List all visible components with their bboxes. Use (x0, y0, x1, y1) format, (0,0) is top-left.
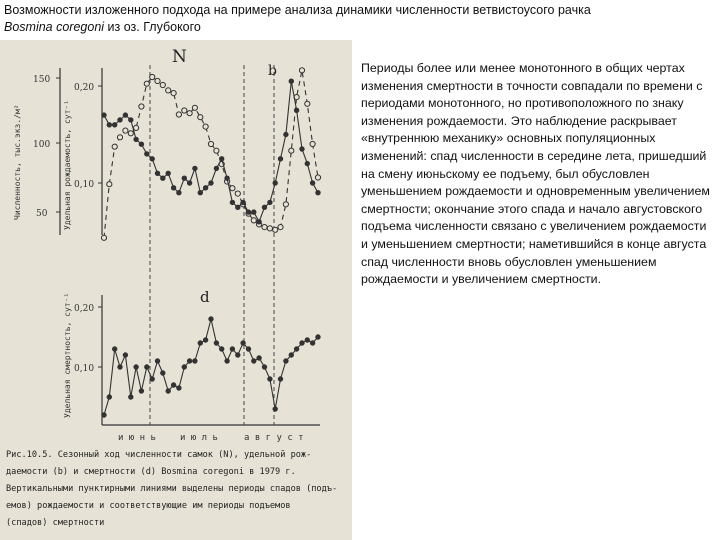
point-d-29 (252, 359, 256, 363)
point-b-27 (241, 200, 245, 204)
point-b-14 (171, 186, 175, 190)
point-N-13 (166, 88, 171, 93)
point-b-22 (214, 166, 218, 170)
point-b-16 (182, 176, 186, 180)
axis-label-b: Удельная рождаемость, сут⁻¹ (63, 99, 72, 230)
point-N-12 (160, 82, 165, 87)
point-N-35 (283, 202, 288, 207)
figure-scan (0, 40, 352, 540)
point-d-37 (294, 347, 298, 351)
point-N-38 (299, 68, 304, 73)
point-d-24 (225, 359, 229, 363)
label-b: b (268, 63, 277, 79)
tick-50: 50 (36, 209, 48, 219)
point-N-39 (305, 101, 310, 106)
point-b-32 (268, 200, 272, 204)
point-N-22 (214, 148, 219, 153)
point-N-15 (176, 112, 181, 117)
body-text: Периоды более или менее монотонного в общих чертах изменения смертности в точности совпадали по времени с периодами монотонного, но противоположного по знаку изменения рождаемости. Это наблюдение раскрывает «внутреннюю механику» основных популяционных изменений: спад численности в середине лета, пришедший на смену июньскому ее подъему, был обусловлен уменьшением рождаемости и одновременным увеличением смертности; окончание этого спада и начало августовского подъема численности связано с увеличением рождаемости и уменьшением смертности; наметившийся в конце августа спад численности вновь обусловлен уменьшением рождаемости и увеличением смертности. (361, 61, 710, 287)
point-d-11 (155, 359, 159, 363)
point-d-15 (177, 386, 181, 390)
point-d-26 (236, 353, 240, 357)
point-d-6 (129, 395, 133, 399)
point-d-39 (305, 338, 309, 342)
point-d-40 (310, 341, 314, 345)
point-d-33 (273, 407, 277, 411)
point-d-34 (278, 377, 282, 381)
point-b-9 (145, 152, 149, 156)
point-d-2 (107, 395, 111, 399)
point-b-4 (118, 118, 122, 122)
series-line-N (104, 70, 318, 238)
point-b-19 (198, 191, 202, 195)
label-d: d (200, 288, 210, 306)
point-N-5 (123, 128, 128, 133)
tick-d-020: 0,20 (74, 304, 95, 314)
point-b-2 (107, 123, 111, 127)
caption-line-5: (спадов) смертности (6, 518, 105, 528)
point-b-20 (203, 186, 207, 190)
point-b-25 (230, 200, 234, 204)
tick-150: 150 (33, 75, 51, 85)
point-N-10 (150, 74, 155, 79)
axis-label-d: Удельная смертность, сут⁻¹ (63, 292, 72, 418)
label-N: N (172, 47, 187, 67)
point-b-7 (134, 137, 138, 141)
point-b-38 (300, 147, 304, 151)
point-N-19 (198, 115, 203, 120)
point-N-8 (139, 104, 144, 109)
figure-svg (0, 40, 352, 540)
tick-d-010: 0,10 (74, 364, 95, 374)
point-N-6 (128, 131, 133, 136)
point-N-18 (192, 105, 197, 110)
point-N-20 (203, 124, 208, 129)
point-d-28 (246, 347, 250, 351)
caption-line-4: емов) рождаемости и соответствующие им периоды подъемов (6, 501, 291, 511)
point-N-25 (230, 186, 235, 191)
point-N-33 (273, 227, 278, 232)
point-N-41 (315, 175, 320, 180)
point-d-35 (284, 359, 288, 363)
point-d-21 (209, 317, 213, 321)
point-d-17 (187, 359, 191, 363)
point-b-17 (187, 181, 191, 185)
caption-line-2: даемости (b) и смертности (d) Bosmina coregoni в 1979 г. (6, 467, 296, 477)
caption-line-1: Рис.10.5. Сезонный ход численности самок (N), удельной рож- (6, 450, 312, 460)
point-N-16 (182, 108, 187, 113)
caption-line-3: Вертикальными пунктирными линиями выделены периоды спадов (подъ- (6, 484, 338, 494)
point-d-3 (113, 347, 117, 351)
point-b-37 (294, 108, 298, 112)
tick-b-020: 0,20 (74, 83, 95, 93)
axis-label-N: Численность, тыс.экз./м² (13, 104, 22, 220)
point-N-29 (251, 218, 256, 223)
point-b-18 (193, 166, 197, 170)
point-b-11 (155, 171, 159, 175)
point-N-14 (171, 91, 176, 96)
point-N-36 (289, 148, 294, 153)
point-d-16 (182, 365, 186, 369)
point-b-15 (177, 191, 181, 195)
point-d-8 (139, 389, 143, 393)
point-b-24 (225, 176, 229, 180)
point-b-23 (220, 157, 224, 161)
point-b-29 (252, 210, 256, 214)
point-d-41 (316, 335, 320, 339)
point-N-40 (310, 141, 315, 146)
point-b-34 (278, 157, 282, 161)
point-b-41 (316, 191, 320, 195)
point-d-1 (102, 413, 106, 417)
point-b-5 (123, 113, 127, 117)
point-d-4 (118, 365, 122, 369)
point-d-19 (198, 341, 202, 345)
point-d-30 (257, 356, 261, 360)
point-N-4 (117, 135, 122, 140)
point-d-27 (241, 341, 245, 345)
month-july: и ю л ь (180, 433, 218, 443)
tick-b-010: 0,10 (74, 180, 95, 190)
month-june: и ю н ь (118, 433, 156, 443)
point-N-7 (134, 125, 139, 130)
point-d-9 (145, 365, 149, 369)
point-N-3 (112, 144, 117, 149)
point-N-1 (101, 235, 106, 240)
point-N-9 (144, 81, 149, 86)
point-b-10 (150, 157, 154, 161)
point-b-35 (284, 132, 288, 136)
point-d-5 (123, 353, 127, 357)
title-line1: Возможности изложенного подхода на примере анализа динамики численности ветвистоусого рачка (4, 3, 591, 17)
point-b-30 (257, 220, 261, 224)
point-b-3 (113, 123, 117, 127)
point-d-38 (300, 341, 304, 345)
point-N-32 (267, 226, 272, 231)
series-layer (101, 68, 320, 418)
point-N-11 (155, 78, 160, 83)
point-b-31 (262, 205, 266, 209)
point-b-28 (246, 210, 250, 214)
month-august: а в г у с т (244, 433, 304, 443)
point-d-22 (214, 341, 218, 345)
slide-title (4, 2, 716, 36)
title-rest: из оз. Глубокого (104, 20, 201, 34)
point-b-21 (209, 181, 213, 185)
point-b-39 (305, 161, 309, 165)
point-b-12 (161, 176, 165, 180)
point-N-26 (235, 191, 240, 196)
tick-100: 100 (33, 140, 51, 150)
title-species: Bosmina coregoni (4, 20, 105, 34)
point-d-13 (166, 389, 170, 393)
point-d-14 (171, 383, 175, 387)
point-b-13 (166, 171, 170, 175)
point-b-8 (139, 142, 143, 146)
point-d-20 (203, 338, 207, 342)
point-d-25 (230, 347, 234, 351)
point-N-21 (208, 141, 213, 146)
point-b-36 (289, 79, 293, 83)
point-b-33 (273, 181, 277, 185)
point-N-34 (278, 225, 283, 230)
point-d-36 (289, 353, 293, 357)
point-d-12 (161, 371, 165, 375)
point-N-31 (262, 225, 267, 230)
point-N-2 (107, 182, 112, 187)
point-b-6 (129, 118, 133, 122)
point-d-10 (150, 377, 154, 381)
point-d-18 (193, 359, 197, 363)
point-b-40 (310, 181, 314, 185)
point-b-1 (102, 113, 106, 117)
point-d-23 (220, 347, 224, 351)
point-d-32 (268, 377, 272, 381)
point-b-26 (236, 205, 240, 209)
point-d-7 (134, 365, 138, 369)
point-N-17 (187, 111, 192, 116)
point-d-31 (262, 365, 266, 369)
